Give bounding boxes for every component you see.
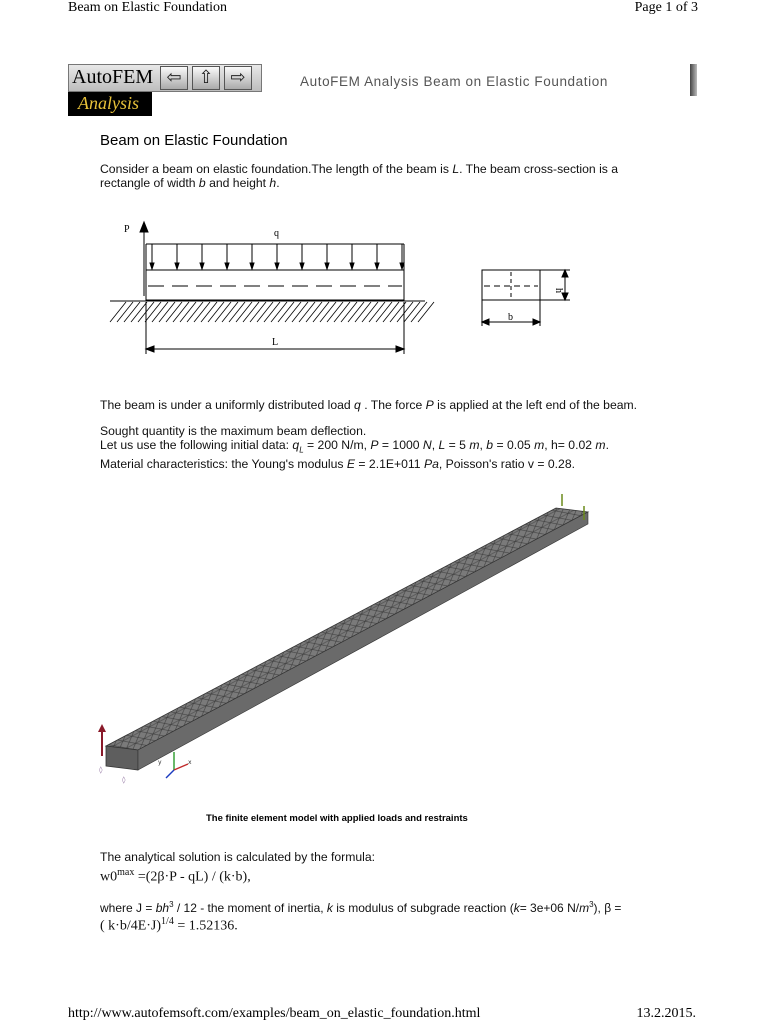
load-arrowhead (200, 263, 204, 269)
var-bh: bh (155, 901, 170, 915)
ground-hatch-line (292, 302, 308, 322)
load-arrowhead (150, 263, 154, 269)
load-arrowhead (175, 263, 179, 269)
where-text-c: is modulus of subgrade reaction ( (332, 901, 514, 915)
ground-hatch-line (348, 302, 364, 322)
var-h: h (269, 176, 277, 190)
ground-hatch-line (180, 302, 196, 322)
where-text-d: = 3e+06 N/ (519, 901, 580, 915)
print-footer-url: http://www.autofemsoft.com/examples/beam_on_elastic_foundation.html (68, 1006, 481, 1021)
label-q: q (274, 228, 279, 239)
formula-w0: w0 (100, 869, 118, 885)
load-paragraph (100, 398, 637, 412)
ground-hatch-line (208, 302, 224, 322)
ground-hatch-line (117, 302, 133, 322)
ground-hatch-line (173, 302, 189, 322)
var-b: b (198, 176, 206, 190)
exp-3b: 3 (589, 900, 594, 909)
initial-text-i: . (605, 438, 609, 452)
ground-hatch-line (236, 302, 252, 322)
svg-text:◊: ◊ (122, 776, 126, 784)
autofem-banner (68, 64, 262, 116)
brand-logo: AutoFEM (72, 66, 154, 88)
intro-text-e: . (276, 176, 280, 190)
ground-hatch-line (229, 302, 245, 322)
print-header-page: Page 1 of 3 (634, 0, 698, 15)
ground-hatch-line (376, 302, 392, 322)
analytic-text: The analytical solution is calculated by the formula: (100, 850, 376, 864)
load-arrowhead (275, 263, 279, 269)
where-text: where J = (100, 901, 156, 915)
page-title: Beam on Elastic Foundation (100, 132, 288, 149)
ground-hatch-line (397, 302, 413, 322)
var-b2: b (486, 438, 494, 452)
print-header-title: Beam on Elastic Foundation (68, 0, 228, 15)
ground-hatch-line (369, 302, 385, 322)
load-arrowhead (350, 263, 354, 269)
data-paragraph (100, 424, 609, 471)
var-k: k (326, 901, 333, 915)
ground-hatch-line (166, 302, 182, 322)
var-qL: q (292, 438, 300, 452)
material-text: Material characteristics: the Young's modulus (100, 457, 347, 472)
nav-buttons (160, 66, 260, 90)
ground-hatch-line (299, 302, 315, 322)
unit-Pa: Pa (423, 457, 439, 472)
logo-bottom (68, 92, 152, 116)
ground-hatch-line (124, 302, 140, 322)
ground-hatch-line (404, 302, 420, 322)
ground-hatch-line (131, 302, 147, 322)
load-arrowhead (225, 263, 229, 269)
print-footer-date: 13.2.2015. (636, 1006, 696, 1021)
load-text: The beam is under a uniformly distributed load (100, 398, 355, 412)
ground-hatch-line (334, 302, 350, 322)
site-title: AutoFEM Analysis Beam on Elastic Foundation (300, 74, 608, 89)
ground-hatch-line (418, 302, 434, 322)
initial-text-g: = 0.05 (493, 438, 535, 452)
load-text-b: . The force (360, 398, 426, 412)
ground-hatch-line (222, 302, 238, 322)
unit-m3: m (595, 438, 606, 452)
beta-value: = 1.52136. (173, 918, 238, 934)
ground-hatch-line (243, 302, 259, 322)
ground-hatch-line (187, 302, 203, 322)
ground-hatch-line (257, 302, 273, 322)
where-text-b: / 12 - the moment of inertia, (173, 901, 327, 915)
deflection-formula (100, 867, 251, 886)
unit-m1: m (469, 438, 480, 452)
fem-caption: The finite element model with applied loads and restraints (206, 813, 468, 824)
var-L2: L (438, 438, 446, 452)
unit-m: m (579, 901, 590, 915)
svg-text:x: x (188, 759, 192, 766)
load-text-c: is applied at the left end of the beam. (433, 398, 638, 412)
unit-N: N (422, 438, 432, 452)
intro-text-d: and height (205, 176, 270, 190)
ground-hatch-line (411, 302, 427, 322)
intro-text: Consider a beam on elastic foundation.The length of the beam is (100, 162, 453, 176)
arrow-up-icon[interactable]: ⇧ (192, 66, 220, 90)
intro-text-c: rectangle of width (100, 176, 199, 190)
ground-hatch-line (383, 302, 399, 322)
beta-exponent: 1/4 (161, 916, 174, 927)
ground-hatch-line (313, 302, 329, 322)
label-L: L (272, 337, 279, 348)
initial-text-h: , h= 0.02 (544, 438, 596, 452)
ground-hatch-line (215, 302, 231, 322)
var-k2: k (513, 901, 520, 915)
initial-text-b: = 200 N/m, (303, 438, 371, 452)
formula-body: =(2β·P - qL) / (k·b), (134, 869, 251, 885)
load-arrowhead (400, 263, 404, 269)
var-E: E (346, 457, 356, 472)
ground-hatch-line (341, 302, 357, 322)
ground-hatch-line (201, 302, 217, 322)
material-text-b: = 2.1E+011 (355, 457, 424, 472)
initial-text-e: = 5 (445, 438, 470, 452)
load-arrowhead (300, 263, 304, 269)
ground-hatch-line (250, 302, 266, 322)
intro-paragraph (100, 162, 618, 190)
initial-text-c: = 1000 (378, 438, 423, 452)
load-arrowhead (325, 263, 329, 269)
ground-hatch-line (285, 302, 301, 322)
ground-hatch-line (152, 302, 168, 322)
fe-model-image (96, 488, 606, 788)
banner-edge-mark (690, 64, 697, 96)
initial-text-d: , (431, 438, 439, 452)
load-arrowhead (250, 263, 254, 269)
var-P: P (425, 398, 434, 412)
ground-hatch-line (271, 302, 287, 322)
svg-text:◊: ◊ (99, 766, 103, 774)
svg-text:y: y (158, 759, 162, 766)
ground-hatch-line (355, 302, 371, 322)
ground-hatch-line (159, 302, 175, 322)
beam-diagram (100, 218, 580, 378)
var-q: q (354, 398, 361, 412)
load-arrowhead (375, 263, 379, 269)
arrow-left-icon[interactable]: ⇦ (160, 66, 188, 90)
ground-hatch-line (327, 302, 343, 322)
label-P: P (124, 224, 130, 235)
ground-hatch-line (320, 302, 336, 322)
var-L: L (452, 162, 460, 176)
ground-hatch-line (362, 302, 378, 322)
beta-formula (100, 916, 238, 935)
ground-hatch-line (278, 302, 294, 322)
where-line (100, 898, 621, 915)
ground-hatch-line (194, 302, 210, 322)
var-P2: P (370, 438, 379, 452)
ground-hatch-line (145, 302, 161, 322)
formula-max: max (117, 867, 135, 878)
ground-hatch-line (306, 302, 322, 322)
label-h: h (553, 288, 564, 293)
label-b: b (508, 312, 513, 323)
unit-m2: m (534, 438, 545, 452)
initial-text: Let us use the following initial data: (100, 438, 293, 452)
sought-text: Sought quantity is the maximum beam deflection. (100, 424, 367, 438)
intro-text-b: . The beam cross-section is a (459, 162, 619, 176)
arrow-right-icon[interactable]: ⇨ (224, 66, 252, 90)
brand-sub: Analysis (78, 93, 139, 113)
where-text-e: ), β = (593, 901, 622, 915)
ground-hatch-line (110, 302, 126, 322)
ground-hatch-line (264, 302, 280, 322)
exp-3: 3 (169, 900, 174, 909)
var-qL-sub: L (299, 445, 304, 455)
beta-body: ( k·b/4E·J) (100, 918, 162, 934)
material-text-c: , Poisson's ratio v = 0.28. (438, 457, 575, 472)
initial-text-f: , (479, 438, 487, 452)
